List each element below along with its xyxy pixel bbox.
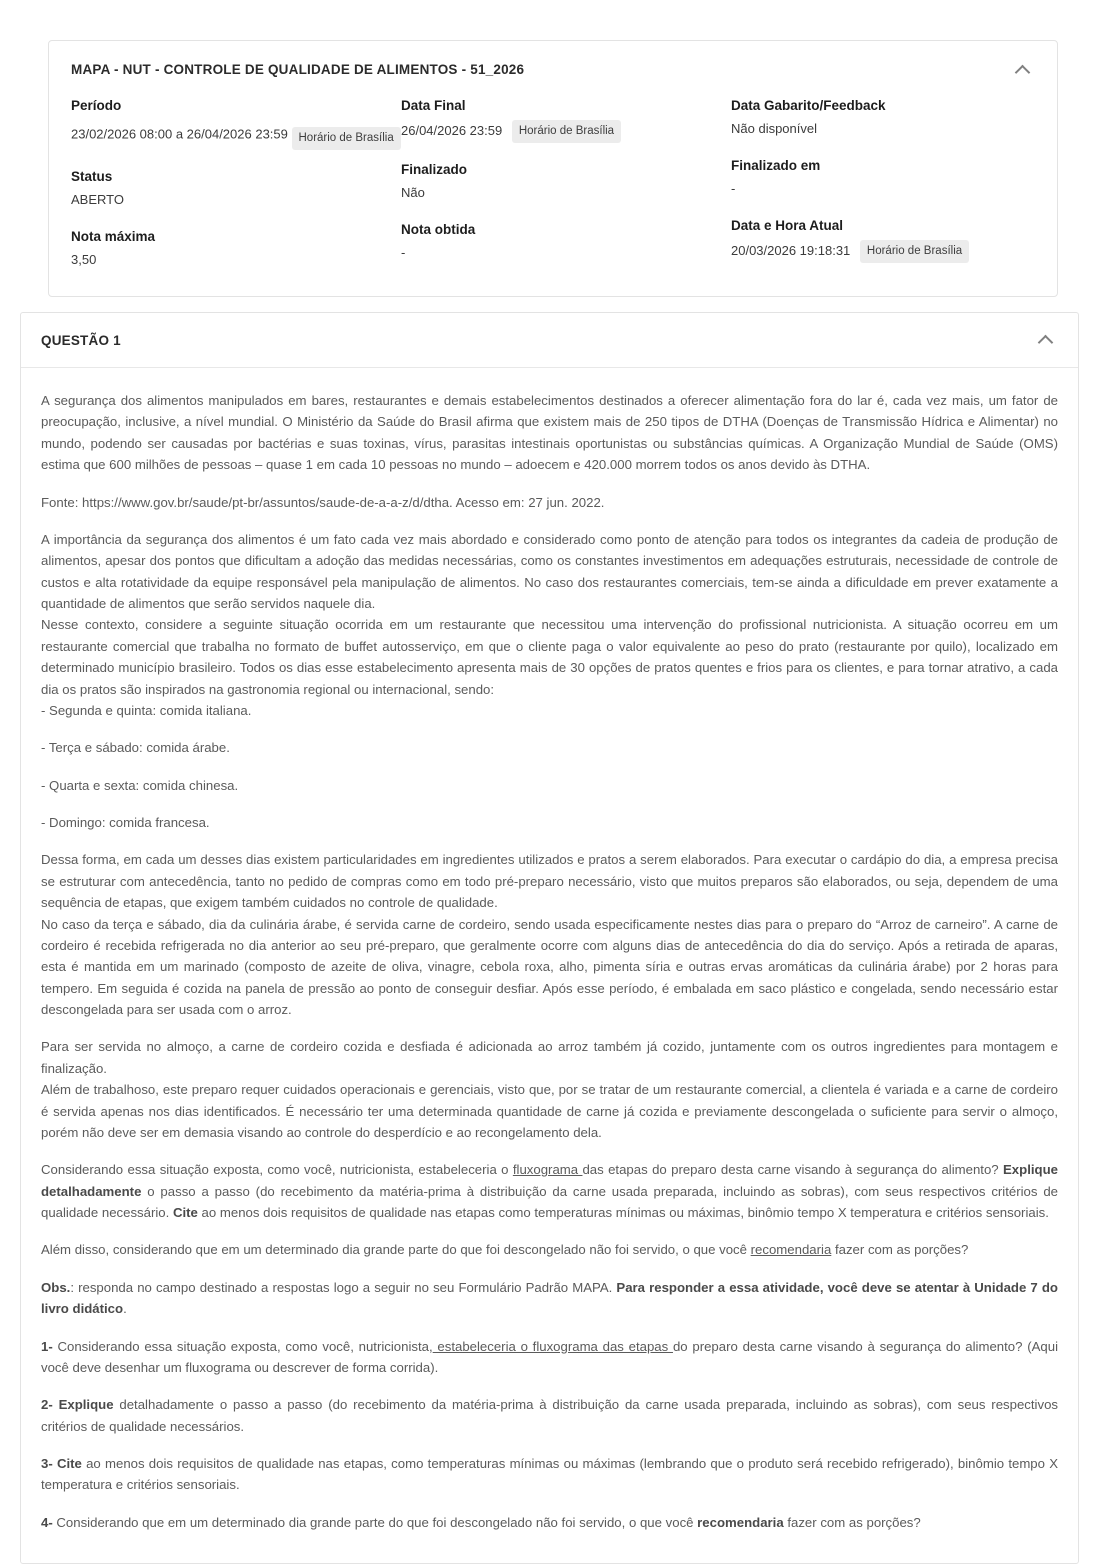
nota-obtida-label: Nota obtida	[401, 221, 476, 237]
question-item-2	[41, 1394, 1058, 1437]
timezone-badge-data-final: Horário de Brasília	[512, 120, 621, 143]
data-hora-atual-label: Data e Hora Atual	[731, 218, 844, 234]
finalizado-label: Finalizado	[401, 161, 468, 177]
question-title: QUESTÃO 1	[41, 332, 121, 348]
data-hora-atual-value-text: 20/03/2026 19:18:31	[731, 243, 851, 259]
activity-card-header	[71, 59, 1035, 81]
obs-bold-unidade: Para responder a essa atividade, você deve se atentar à Unidade 7 do livro didático	[41, 1279, 1058, 1317]
comando-text-4: ao menos dois requisitos de qualidade nas etapas como temperaturas mínimas ou máximas, binômio tempo X temperatura e critérios sensoriais.	[197, 1205, 1049, 1220]
nota-maxima-label: Nota máxima	[71, 228, 156, 244]
data-gabarito-value: Não disponível	[731, 121, 817, 137]
activity-meta-grid	[71, 97, 1035, 270]
timezone-badge-data-hora-atual: Horário de Brasília	[860, 240, 969, 263]
data-gabarito-label: Data Gabarito/Feedback	[731, 98, 886, 113]
finalizado-value: Não	[401, 185, 425, 201]
comando-text-1: Considerando essa situação exposta, como você, nutricionista, estabeleceria o	[41, 1162, 513, 1178]
paragraph-contexto: Nesse contexto, considere a seguinte situação ocorrida em um restaurante que necessitou uma intervenção do profissional nutricionista. A situação ocorreu em um restaurante comercial que trabalha no formato de buffet autosserviço, em que o cliente paga o valor equivalente ao peso do prato (restaurante por quilo), localizado em determinado município brasileiro. Todos os dias esse estabelecimento apresenta mais de 30 opções de pratos quentes e frios para os clientes, e para tornar atrativo, a cada dia os pratos são inspirados na gastronomia regional ou internacional, sendo:	[41, 617, 1058, 697]
item-2-bold: Explique	[52, 1397, 114, 1413]
paragraph-trabalhoso: Além de trabalhoso, este preparo requer cuidados operacionais e gerenciais, visto que, por se tratar de um restaurante comercial, a clientela é variada e a carne de cordeiro é servida apenas nos dias identificados. É necessário ter uma determinada quantidade de carne já cozida e previamente descongelada o suficiente para servir o almoço, porém não deve ser em demasia visando ao controle do desperdício e ao recongelamento dela.	[41, 1082, 1058, 1140]
menu-item-2: - Quarta e sexta: comida chinesa.	[41, 777, 239, 793]
comando-text-2: das etapas do preparo desta carne visando à segurança do alimento?	[582, 1162, 1004, 1178]
periodo-label: Período	[71, 98, 122, 113]
data-final-value-text: 26/04/2026 23:59	[401, 123, 503, 138]
comando-text-3: o passo a passo (do recebimento da matéria-prima à distribuição da carne usada preparada, incluindo as sobras), com seus respectivos critérios de qualidade necessário.	[41, 1183, 1058, 1220]
periodo-value	[71, 120, 401, 150]
question-body	[21, 368, 1078, 1563]
paragraph-obs	[41, 1277, 1058, 1320]
item-1-text-b: do preparo desta carne visando à segurança do alimento? (Aqui você deve desenhar um fluxograma ou descrever de forma corrida).	[41, 1338, 1059, 1375]
question-item-4	[41, 1512, 1058, 1533]
menu-item-1: - Terça e sábado: comida árabe.	[41, 740, 230, 756]
item-2-number: 2-	[41, 1397, 53, 1413]
alem-disso-text-2: fazer com as porções?	[831, 1242, 969, 1258]
status-value: ABERTO	[71, 192, 124, 208]
item-4-text-b: fazer com as porções?	[783, 1514, 921, 1530]
paragraph-alem-disso	[41, 1239, 1058, 1260]
question-item-1	[41, 1336, 1058, 1379]
item-4-bold: recomendaria	[697, 1514, 784, 1530]
comando-bold-cite: Cite	[172, 1205, 198, 1220]
item-1-number: 1-	[41, 1338, 53, 1354]
paragraph-intro: A segurança dos alimentos manipulados em bares, restaurantes e demais estabelecimentos destinados a oferecer alimentação fora do lar é, cada vez mais, um fator de preocupação, inclusive, a nível mundial. O Ministério da Saúde do Brasil afirma que existem mais de 250 tipos de DTHA (Doenças de Transmissão Hídrica e Alimentar) no mundo, podendo ser causadas por bactérias e suas toxinas, vírus, parasitas intestinais oportunistas ou substâncias químicas. A Organização Mundial de Saúde (OMS) estima que 600 milhões de pessoas – quase 1 em cada 10 pessoas no mundo – adoecem e 420.000 morrem todos os anos devido às DTHA.	[41, 393, 1058, 473]
menu-item-0: - Segunda e quinta: comida italiana.	[41, 702, 252, 718]
question-card	[20, 312, 1079, 1564]
chevron-up-icon	[1037, 334, 1053, 350]
periodo-value-text: 23/02/2026 08:00 a 26/04/2026 23:59	[71, 126, 288, 142]
question-item-3	[41, 1453, 1058, 1496]
item-2-text: detalhadamente o passo a passo (do recebimento da matéria-prima à distribuição da carne usada preparada, incluindo as sobras), com seus respectivos critérios de qualidade necessários.	[41, 1397, 1059, 1434]
obs-bold-label: Obs.	[41, 1279, 71, 1295]
paragraph-almoco: Para ser servida no almoço, a carne de cordeiro cozida e desfiada é adicionada ao arroz também já cozido, juntamente com os outros ingredientes para montagem e finalização.	[41, 1039, 1058, 1076]
finalizado-em-value: -	[731, 181, 736, 197]
data-final-value	[401, 120, 731, 143]
item-3-text: ao menos dois requisitos de qualidade nas etapas, como temperaturas mínimas ou máximas (lembrando que o produto será recebido refrigerado), binômio tempo X temperatura e critérios sensoriais.	[41, 1456, 1059, 1493]
comando-underline-fluxograma: fluxograma	[512, 1162, 583, 1178]
activity-meta-column-2	[401, 97, 731, 270]
paragraph-fonte: Fonte: https://www.gov.br/saude/pt-br/assuntos/saude-de-a-a-z/d/dtha. Acesso em: 27 jun. 2022.	[41, 494, 605, 510]
menu-item-3: - Domingo: comida francesa.	[41, 815, 210, 830]
comando-bold-explique: Explique detalhadamente	[41, 1162, 1058, 1199]
data-hora-atual-value	[731, 240, 1035, 263]
alem-disso-text-1: Além disso, considerando que em um determinado dia grande parte do que foi descongelado não foi servido, o que você	[41, 1242, 751, 1258]
item-1-text-a: Considerando essa situação exposta, como você, nutricionista,	[52, 1338, 433, 1354]
obs-text-2: .	[123, 1301, 127, 1317]
data-final-label: Data Final	[401, 98, 466, 113]
finalizado-em-label: Finalizado em	[731, 158, 821, 174]
question-collapse-button[interactable]	[1032, 329, 1058, 351]
item-4-number: 4-	[41, 1514, 53, 1530]
nota-obtida-value: -	[401, 245, 406, 261]
alem-disso-underline-recomendaria: recomendaria	[750, 1242, 832, 1258]
paragraph-comando	[41, 1159, 1058, 1223]
activity-meta-column-3	[731, 97, 1035, 270]
item-4-text-a: Considerando que em um determinado dia grande parte do que foi descongelado não foi servido, o que você	[52, 1514, 698, 1530]
paragraph-dessa-forma: Dessa forma, em cada um desses dias existem particularidades em ingredientes utilizados e pratos a serem elaborados. Para executar o cardápio do dia, a empresa precisa se estruturar com antecedência, tanto no pedido de compras como em todo pré-preparo necessário, visto que muitos preparos são elaborados, ou seja, dependem de uma sequência de etapas, que exigem também cuidados no controle de qualidade.	[41, 852, 1058, 911]
obs-text-1: : responda no campo destinado a respostas logo a seguir no seu Formulário Padrão MAPA.	[70, 1279, 617, 1295]
activity-title: MAPA - NUT - CONTROLE DE QUALIDADE DE ALIMENTOS - 51_2026	[71, 62, 525, 77]
activity-summary-card	[48, 40, 1058, 297]
item-3-number: 3-	[41, 1456, 53, 1471]
activity-meta-column-1	[71, 97, 401, 270]
paragraph-importancia: A importância da segurança dos alimentos é um fato cada vez mais abordado e considerado como ponto de atenção para todos os integrantes da cadeia de produção de alimentos, apesar dos pontos que dificultam a adoção das medidas necessárias, como os constantes investimentos em adequações estruturais, necessidade de controle de custos e alta rotatividade da equipe responsável pela manipulação de alimentos. No caso dos restaurantes comerciais, tem-se ainda a dificuldade em prever exatamente a quantidade de alimentos que serão servidos naquele dia.	[41, 531, 1058, 611]
nota-maxima-value: 3,50	[71, 252, 97, 268]
status-label: Status	[71, 168, 113, 184]
item-1-underline: estabeleceria o fluxograma das etapas	[432, 1338, 673, 1354]
item-3-bold: Cite	[52, 1456, 82, 1471]
activity-collapse-button[interactable]	[1009, 59, 1035, 81]
paragraph-cordeiro: No caso da terça e sábado, dia da culinária árabe, é servida carne de cordeiro, sendo usada especificamente nestes dias para o preparo do “Arroz de carneiro”. A carne de cordeiro é recebida refrigerada no dia anterior ao seu pré-preparo, que geralmente ocorre com alguns dias de antecedência do dia do serviço. Após a retirada de aparas, esta é mantida em um marinado (composto de azeite de oliva, vinagre, cebola roxa, alho, pimenta síria e outras ervas aromáticas da culinária árabe) por 2 horas para tempero. Em seguida é cozida na panela de pressão ao ponto de conseguir desfiar. Após esse período, é embalada em saco plástico e congelada, sendo necessário estar descongelada para ser usada com o arroz.	[41, 916, 1058, 1017]
chevron-up-icon	[1014, 64, 1030, 80]
question-card-header	[21, 313, 1078, 368]
timezone-badge-periodo: Horário de Brasília	[292, 127, 401, 150]
